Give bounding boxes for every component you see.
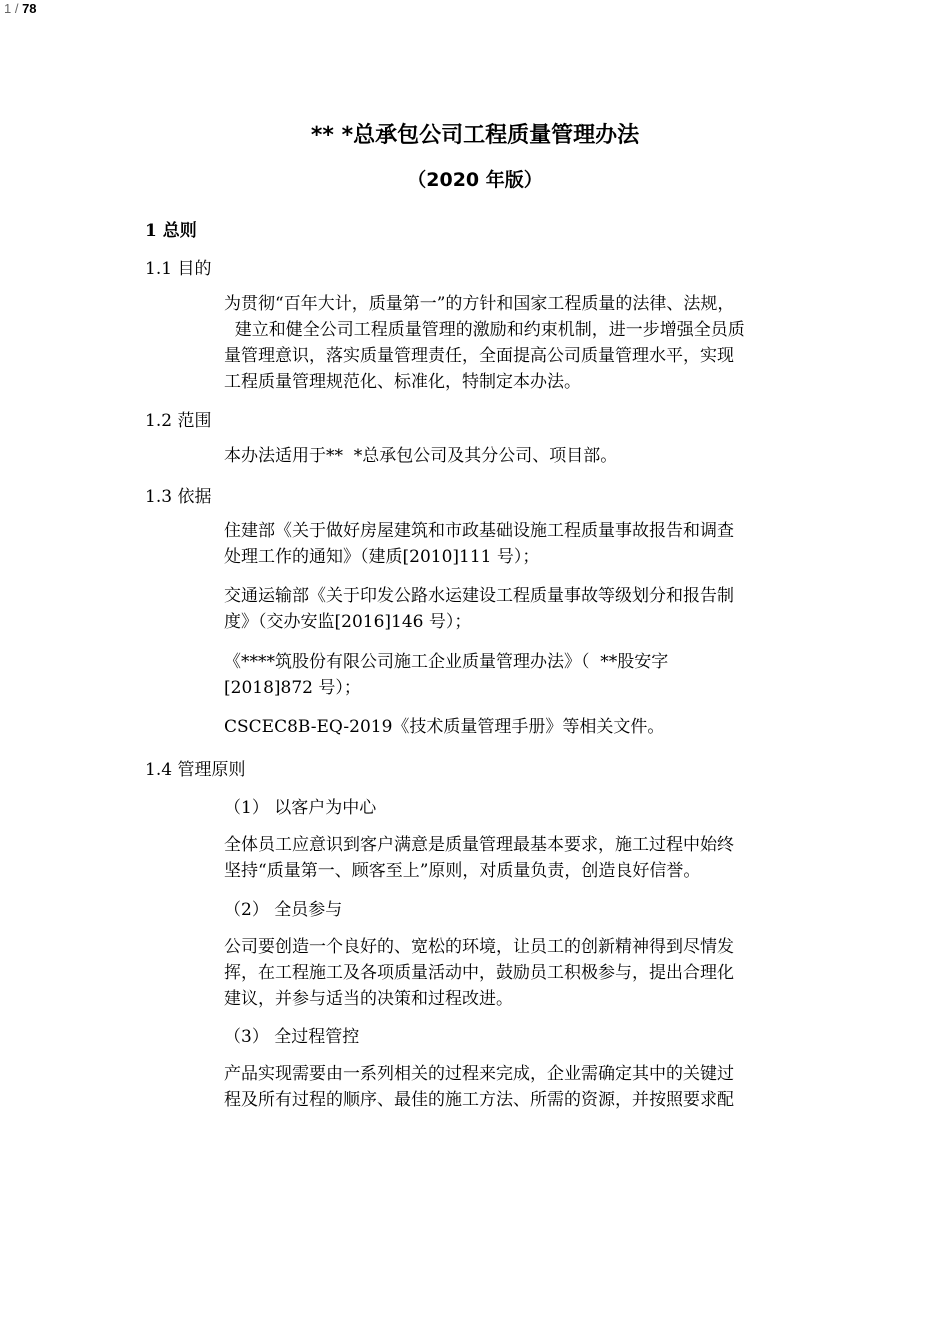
text-line: 建立和健全公司工程质量管理的激励和约束机制，进一步增强全员质	[224, 320, 745, 340]
text-line: 工程质量管理规范化、标准化，特制定本办法。	[224, 372, 581, 392]
principle-2-title: （2） 全员参与	[224, 900, 343, 920]
text-line: 量管理意识，落实质量管理责任，全面提高公司质量管理水平，实现	[224, 346, 734, 366]
principle-1-title: （1） 以客户为中心	[224, 798, 377, 818]
text-line: 产品实现需要由一系列相关的过程来完成，企业需确定其中的关键过	[224, 1064, 734, 1084]
text-line: 住建部《关于做好房屋建筑和市政基础设施工程质量事故报告和调查	[224, 521, 734, 541]
section-1-1-paragraph	[224, 291, 809, 395]
text-line: 交通运输部《关于印发公路水运建设工程质量事故等级划分和报告制	[224, 586, 734, 606]
reference-4: CSCEC8B-EQ-2019《技术质量管理手册》等相关文件。	[224, 717, 665, 737]
principle-3-paragraph	[224, 1061, 809, 1113]
total-pages: 78	[22, 1, 37, 16]
text-line: 程及所有过程的顺序、最佳的施工方法、所需的资源，并按照要求配	[224, 1090, 734, 1110]
text-line: 处理工作的通知》（建质[2010]111 号）；	[224, 547, 540, 567]
page-indicator	[4, 1, 37, 16]
document-subtitle: （2020 年版）	[407, 169, 543, 191]
section-1-2-paragraph: 本办法适用于** *总承包公司及其分公司、项目部。	[224, 446, 618, 466]
section-1-heading: 1 总则	[145, 221, 197, 241]
text-line: [2018]872 号）；	[224, 678, 361, 698]
current-page-number: 1	[4, 1, 12, 16]
section-1-1-heading: 1.1 目的	[145, 259, 212, 279]
document-title: ** *总承包公司工程质量管理办法	[310, 123, 640, 148]
text-line: 公司要创造一个良好的、宽松的环境，让员工的创新精神得到尽情发	[224, 937, 734, 957]
reference-2	[224, 583, 809, 635]
principle-3-title: （3） 全过程管控	[224, 1027, 360, 1047]
section-1-3-heading: 1.3 依据	[145, 487, 212, 507]
page-separator: /	[11, 1, 23, 16]
section-1-2-heading: 1.2 范围	[145, 411, 212, 431]
principle-1-paragraph	[224, 832, 809, 884]
reference-3	[224, 649, 809, 701]
text-line: 度》（交办安监[2016]146 号）；	[224, 612, 472, 632]
text-line: 挥，在工程施工及各项质量活动中，鼓励员工积极参与，提出合理化	[224, 963, 734, 983]
principle-2-paragraph	[224, 934, 809, 1012]
text-line: 为贯彻“百年大计，质量第一”的方针和国家工程质量的法律、法规，	[224, 294, 735, 314]
text-line: 全体员工应意识到客户满意是质量管理最基本要求，施工过程中始终	[224, 835, 734, 855]
text-line: 建议，并参与适当的决策和过程改进。	[224, 989, 513, 1009]
text-line: 坚持“质量第一、顾客至上”原则，对质量负责，创造良好信誉。	[224, 861, 701, 881]
reference-1	[224, 518, 809, 570]
text-line: 《****筑股份有限公司施工企业质量管理办法》（ **股安字	[224, 652, 669, 672]
section-1-4-heading: 1.4 管理原则	[145, 760, 246, 780]
